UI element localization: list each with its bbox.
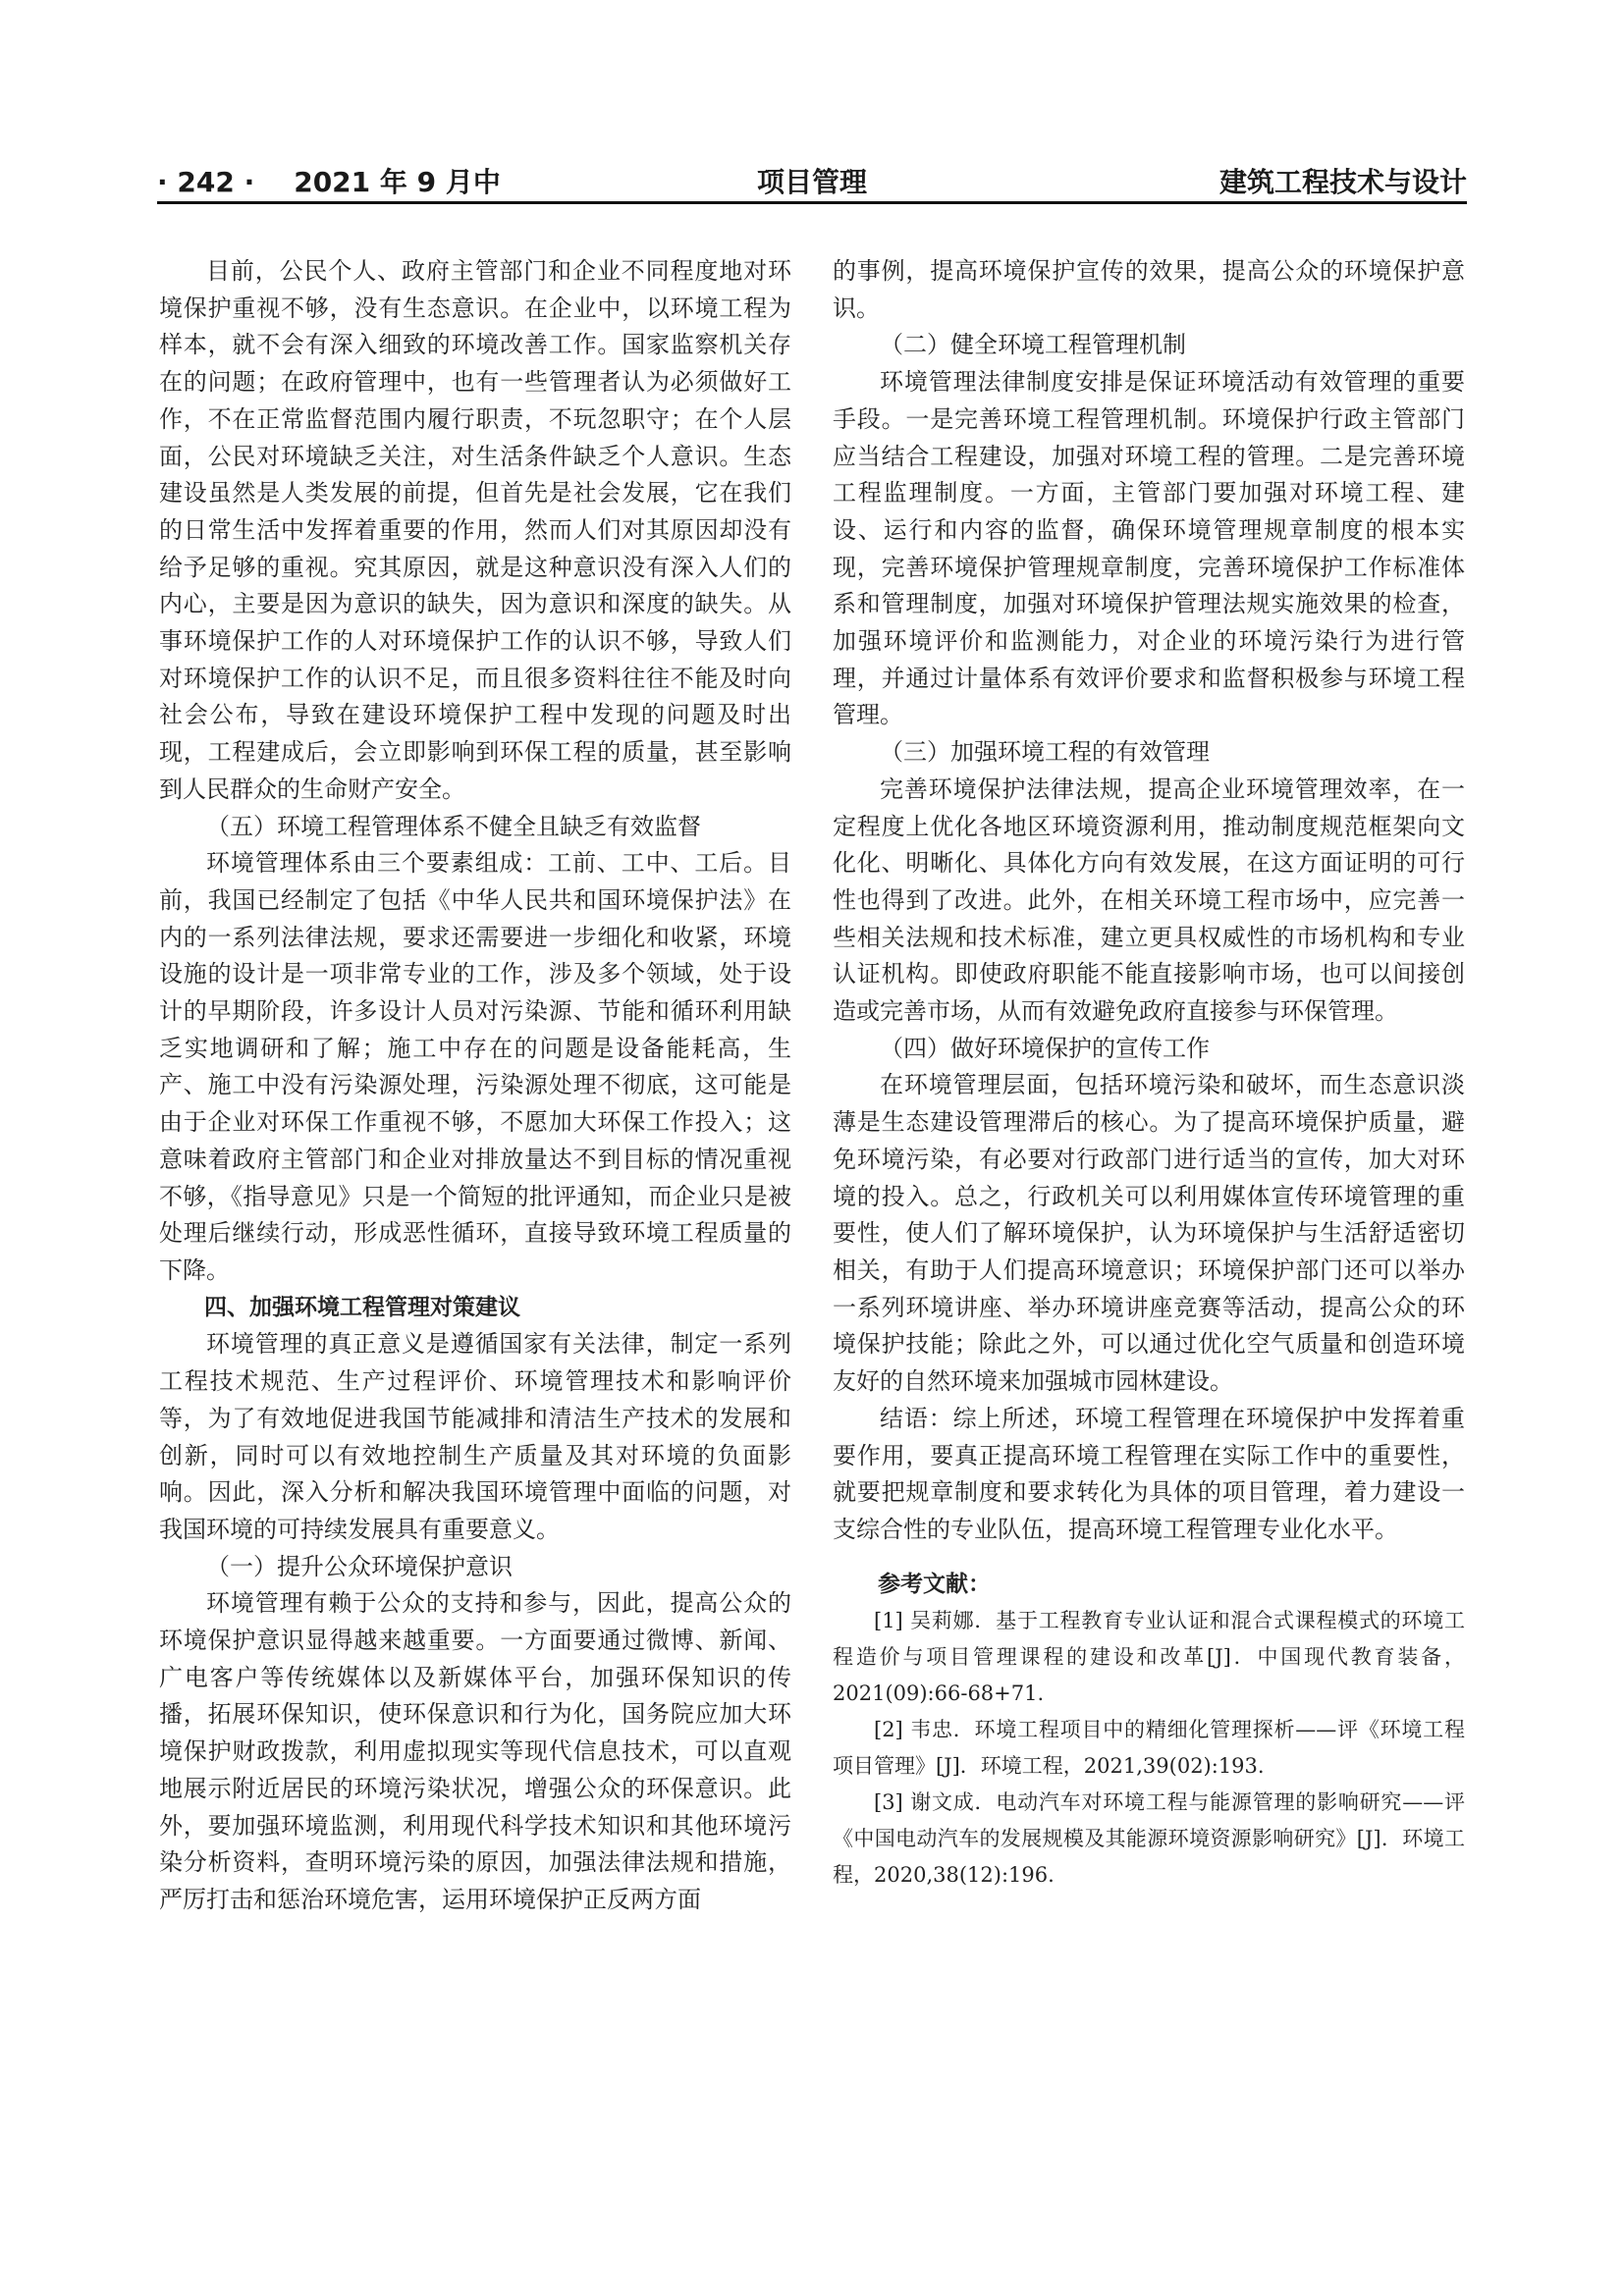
journal-title: 建筑工程技术与设计 — [1218, 166, 1467, 198]
right-column — [833, 253, 1465, 2216]
reference-item: [2] 韦忠．环境工程项目中的精细化管理探析——评《环境工程项目管理》[J]．环境工程，2021,39(02):193. — [833, 1718, 1465, 1779]
subsection-heading: （四）做好环境保护的宣传工作 — [880, 1034, 1210, 1062]
paragraph: 环境管理法律制度安排是保证环境活动有效管理的重要手段。一是完善环境工程管理机制。环境保护行政主管部门应当结合工程建设，加强对环境工程的管理。二是完善环境工程监理制度。一方面，主管部门要加强对环境工程、建设、运行和内容的监督，确保环境管理规章制度的根本实现，完善环境保护管理规章制度，完善环境保护工作标准体系和管理制度，加强对环境保护管理法规实施效果的检查，加强环境评价和监测能力，对企业的环境污染行为进行管理，并通过计量体系有效评价要求和监督积极参与环境工程管理。 — [833, 368, 1465, 729]
paragraph: 完善环境保护法律法规，提高企业环境管理效率，在一定程度上优化各地区环境资源利用，推动制度规范框架向文化化、明晰化、具体化方向有效发展，在这方面证明的可行性也得到了改进。此外，在相关环境工程市场中，应完善一些相关法规和技术标准，建立更具权威性的市场机构和专业认证机构。即使政府职能不能直接影响市场，也可以间接创造或完善市场，从而有效避免政府直接参与环保管理。 — [833, 774, 1465, 1026]
section-title: 项目管理 — [756, 166, 867, 198]
paragraph-continued: 的事例，提高环境保护宣传的效果，提高公众的环境保护意识。 — [833, 257, 1465, 322]
header-rule — [157, 201, 1467, 204]
paragraph: 环境管理体系由三个要素组成：工前、工中、工后。目前，我国已经制定了包括《中华人民共和国环境保护法》在内的一系列法律法规，要求还需要进一步细化和收紧，环境设施的设计是一项非常专业的工作，涉及多个领域，处于设计的早期阶段，许多设计人员对污染源、节能和循环利用缺乏实地调研和了解；施工中存在的问题是设备能耗高，生产、施工中没有污染源处理，污染源处理不彻底，这可能是由于企业对环保工作重视不够，不愿加大环保工作投入；这意味着政府主管部门和企业对排放量达不到目标的情况重视不够，《指导意见》只是一个简短的批评通知，而企业只是被处理后继续行动，形成恶性循环，直接导致环境工程质量的下降。 — [159, 849, 791, 1284]
reference-item: [1] 吴莉娜．基于工程教育专业认证和混合式课程模式的环境工程造价与项目管理课程的建设和改革[J]．中国现代教育装备，2021(09):66-68+71. — [833, 1609, 1465, 1706]
paragraph: 环境管理的真正意义是遵循国家有关法律，制定一系列工程技术规范、生产过程评价、环境管理技术和影响评价等，为了有效地促进我国节能减排和清洁生产技术的发展和创新，同时可以有效地控制生产质量及其对环境的负面影响。因此，深入分析和解决我国环境管理中面临的问题，对我国环境的可持续发展具有重要意义。 — [159, 1330, 791, 1543]
subsection-heading: （一）提升公众环境保护意识 — [206, 1552, 513, 1580]
references-heading: 参考文献： — [878, 1571, 991, 1597]
paragraph: 目前，公民个人、政府主管部门和企业不同程度地对环境保护重视不够，没有生态意识。在企业中，以环境工程为样本，就不会有深入细致的环境改善工作。国家监察机关存在的问题；在政府管理中，也有一些管理者认为必须做好工作，不在正常监督范围内履行职责，不玩忽职守；在个人层面，公民对环境缺乏关注，对生活条件缺乏个人意识。生态建设虽然是人类发展的前提，但首先是社会发展，它在我们的日常生活中发挥着重要的作用，然而人们对其原因却没有给予足够的重视。究其原因，就是这种意识没有深入人们的内心，主要是因为意识的缺失，因为意识和深度的缺失。从事环境保护工作的人对环境保护工作的认识不够，导致人们对环境保护工作的认识不足，而且很多资料往往不能及时向社会公布，导致在建设环境保护工程中发现的问题及时出现，工程建成后，会立即影响到环保工程的质量，甚至影响到人民群众的生命财产安全。 — [159, 257, 791, 803]
subsection-heading: （五）环境工程管理体系不健全且缺乏有效监督 — [206, 812, 701, 840]
issue-date: 2021 年 9 月中 — [294, 166, 501, 198]
subsection-heading: （二）健全环境工程管理机制 — [880, 331, 1186, 359]
section-heading: 四、加强环境工程管理对策建议 — [204, 1294, 520, 1320]
reference-item: [3] 谢文成．电动汽车对环境工程与能源管理的影响研究——评《中国电动汽车的发展规模及其能源环境资源影响研究》[J]．环境工程，2020,38(12):196. — [833, 1790, 1465, 1888]
conclusion-paragraph: 结语：综上所述，环境工程管理在环境保护中发挥着重要作用，要真正提高环境工程管理在实际工作中的重要性，就要把规章制度和要求转化为具体的项目管理，着力建设一支综合性的专业队伍，提高环境工程管理专业化水平。 — [833, 1404, 1465, 1543]
paragraph: 环境管理有赖于公众的支持和参与，因此，提高公众的环境保护意识显得越来越重要。一方面要通过微博、新闻、广电客户等传统媒体以及新媒体平台，加强环保知识的传播，拓展环保知识，使环保意识和行为化，国务院应加大环境保护财政拨款，利用虚拟现实等现代信息技术，可以直观地展示附近居民的环境污染状况，增强公众的环保意识。此外，要加强环境监测，利用现代科学技术知识和其他环境污染分析资料，查明环境污染的原因，加强法律法规和措施，严厉打击和惩治环境危害，运用环境保护正反两方面 — [159, 1589, 791, 1913]
page-number: · 242 · — [157, 166, 255, 198]
page-header — [157, 155, 1467, 204]
paragraph: 在环境管理层面，包括环境污染和破坏，而生态意识淡薄是生态建设管理滞后的核心。为了提高环境保护质量，避免环境污染，有必要对行政部门进行适当的宣传，加大对环境的投入。总之，行政机关可以利用媒体宣传环境管理的重要性，使人们了解环境保护，认为环境保护与生活舒适密切相关，有助于人们提高环境意识；环境保护部门还可以举办一系列环境讲座、举办环境讲座竞赛等活动，提高公众的环境保护技能；除此之外，可以通过优化空气质量和创造环境友好的自然环境来加强城市园林建设。 — [833, 1071, 1465, 1396]
subsection-heading: （三）加强环境工程的有效管理 — [880, 738, 1210, 767]
left-column — [159, 253, 791, 2216]
